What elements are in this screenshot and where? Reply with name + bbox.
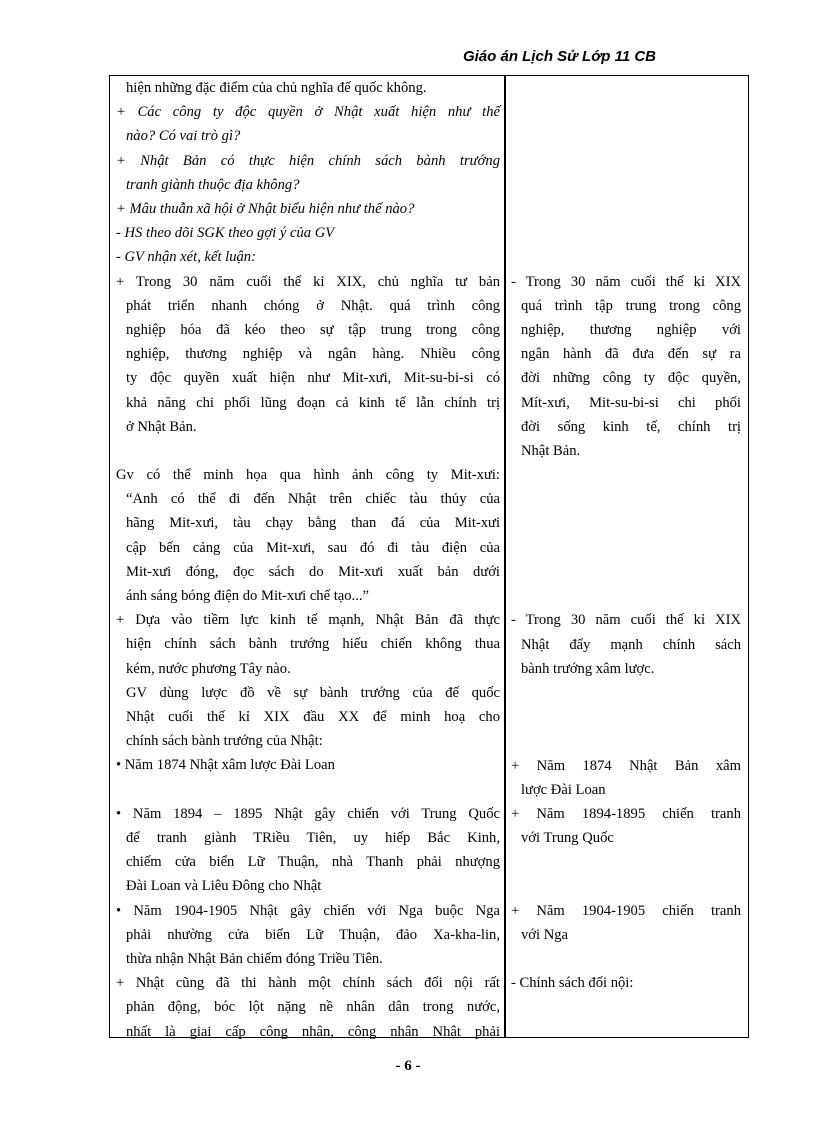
bullet-line: phải nhường cửa biển Lữ Thuận, đảo Xa-kha-lin, [126,926,500,943]
summary-line: với Nga [521,927,569,944]
paragraph-monopoly [116,270,500,439]
paragraph-line: Mit-xưi đóng, đọc sách do Mit-xưi xuất bản dưới [126,563,500,580]
bullet-line: Đài Loan và Liêu Đông cho Nhật [126,878,322,895]
summary-1874 [511,754,741,802]
summary-domestic-policy: - Chính sách đối nội: [511,975,634,992]
teacher-conclusion-heading: - GV nhận xét, kết luận: [116,249,256,266]
question-companies [116,100,500,148]
summary-line: đời sống kinh tế, chính trị [521,418,741,435]
paragraph-line: + Dựa vào tiềm lực kinh tế mạnh, Nhật Bản đã thực [116,612,500,629]
bullet-line: chiếm cửa biển Lữ Thuận, nhà Thanh phải nhượng [126,854,500,871]
summary-line: Mít-xưi, Mit-su-bi-si chi phối [521,394,741,411]
bullet-1894 [116,802,500,899]
question-intro-end: hiện những đặc điểm của chủ nghĩa đế quốc không. [126,80,427,96]
summary-line: - Trong 30 năm cuối thế kỉ XIX [511,273,741,290]
bullet-line: thừa nhận Nhật Bản chiếm đóng Triều Tiên. [126,950,383,967]
question-line: + Nhật Bản có thực hiện chính sách bành trướng [116,152,500,169]
summary-1904 [511,899,741,947]
page-number: - 6 - [395,1058,421,1074]
summary-line: lược Đài Loan [521,781,606,798]
paragraph-line: GV dùng lược đồ về sự bành trướng của đế quốc [126,684,500,701]
bullet-1874: • Năm 1874 Nhật xâm lược Đài Loan [116,757,335,774]
paragraph-line: phản động, bóc lột nặng nề nhân dân trong nước, [126,999,500,1016]
question-line: nào? Có vai trò gì? [126,128,241,145]
summary-line: Nhật đẩy mạnh chính sách [521,636,741,653]
paragraph-line: nhất là giai cấp công nhân, công nhân Nhật phải [126,1023,500,1040]
question-line: tranh giành thuộc địa không? [126,176,300,193]
bullet-line: • Năm 1904-1905 Nhật gây chiến với Nga buộc Nga [116,902,500,919]
summary-monopoly [511,270,741,464]
paragraph-line: chính sách bành trướng của Nhật: [126,733,323,750]
summary-line: đời những công ty độc quyền, [521,370,741,387]
paragraph-line: nghiệp hóa đã kéo theo sự tập trung trong công [126,322,500,339]
paragraph-line: hãng Mit-xưi, tàu chạy bằng than đá của Mit-xưi [126,515,500,532]
question-expansion [116,149,500,197]
summary-line: + Năm 1894-1895 chiến tranh [511,806,741,823]
paragraph-line: hiện chính sách bành trướng hiếu chiến không thua [126,636,500,653]
paragraph-line: khả năng chi phối lũng đoạn cả kinh tế lẫn chính trị [126,394,500,411]
summary-line: ngân hành đã đưa đến sự ra [521,346,741,363]
question-contradiction: + Mâu thuẫn xã hội ở Nhật biểu hiện như thế nào? [116,201,415,218]
summary-line: - Trong 30 năm cuối thế kỉ XIX [511,612,741,629]
page-header-title: Giáo án Lịch Sử Lớp 11 CB [462,48,656,65]
paragraph-map-illustration [116,681,500,754]
paragraph-line: cập bến cảng của Mit-xưi, sau đó đi tàu điện của [126,539,500,556]
summary-line: nghiệp, thương nghiệp với [521,322,741,338]
paragraph-line: “Anh có thể đi đến Nhật trên chiếc tàu thủy của [126,491,500,508]
paragraph-line: + Nhật cũng đã thi hành một chính sách đối nội rất [116,975,500,992]
paragraph-line: Nhật cuối thế kỉ XIX đầu XX để minh hoạ cho [126,709,500,726]
paragraph-line: nghiệp, thương nghiệp và ngân hàng. Nhiều công [126,346,500,363]
summary-line: + Năm 1904-1905 chiến tranh [511,902,741,919]
summary-expansion [511,608,741,681]
paragraph-line: Gv có thể minh họa qua hình ảnh công ty Mit-xưi: [116,467,500,484]
student-instruction: - HS theo dõi SGK theo gợi ý của GV [116,225,335,242]
bullet-line: • Năm 1894 – 1895 Nhật gây chiến với Trung Quốc [116,805,500,822]
key-knowledge-column [511,76,741,996]
summary-line: với Trung Quốc [521,830,614,847]
summary-line: bành trướng xâm lược. [521,660,655,677]
summary-line: quá trình tập trung trong công [521,297,741,314]
summary-line: Nhật Bản. [521,443,581,460]
paragraph-line: ty độc quyền xuất hiện như Mit-xưi, Mit-su-bi-si có [126,370,500,387]
paragraph-domestic-policy [116,971,500,1044]
teacher-student-activity-column [116,76,500,1044]
summary-1894 [511,802,741,850]
column-divider [504,75,506,1038]
bullet-line: để tranh giành TRiều Tiên, uy hiếp Bắc Kinh, [126,829,500,846]
paragraph-line: ánh sáng bóng điện do Mit-xưi chế tạo...” [126,588,369,605]
paragraph-line: + Trong 30 năm cuối thế kỉ XIX, chủ nghĩa tư bản [116,273,500,290]
paragraph-economic-potential [116,608,500,681]
paragraph-line: ở Nhật Bản. [126,418,197,435]
paragraph-line: kém, nước phương Tây nào. [126,660,291,677]
paragraph-mitsui-illustration [116,463,500,608]
bullet-1904 [116,899,500,972]
summary-line: + Năm 1874 Nhật Bản xâm [511,757,741,774]
question-line: + Các công ty độc quyền ở Nhật xuất hiện như thế [116,104,500,121]
paragraph-line: phát triển nhanh chóng ở Nhật. quá trình công [126,297,500,314]
